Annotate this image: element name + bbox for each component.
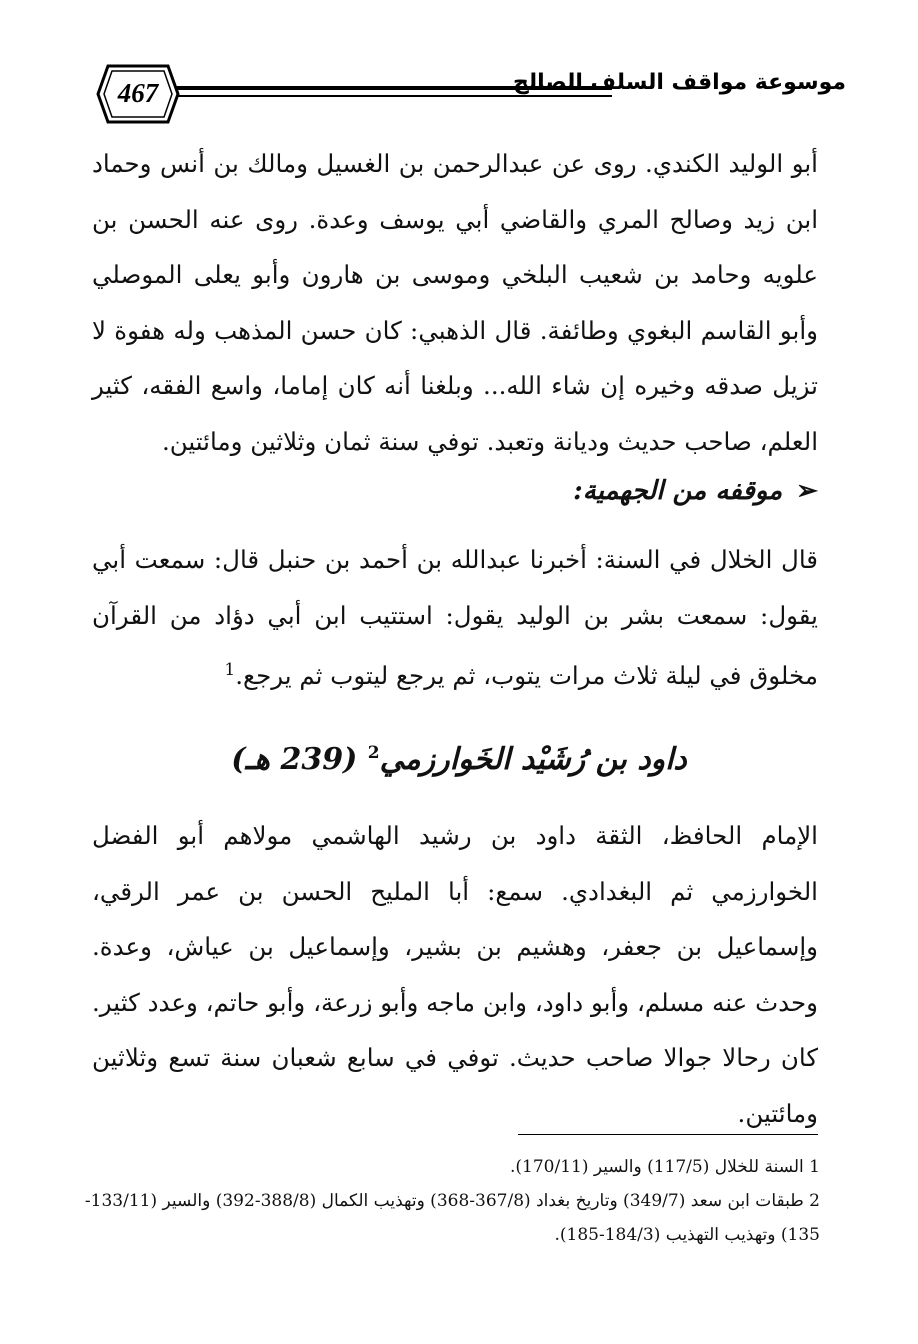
footnote-1: 1 السنة للخلال (117/5) والسير (170/11).	[510, 1157, 820, 1177]
subheading-text: موقفه من الجهمية:	[573, 476, 783, 506]
page-header	[96, 62, 846, 132]
page-number: 467	[117, 78, 159, 108]
footnotes	[80, 1150, 820, 1252]
footnote-ref-1: 1	[224, 660, 236, 680]
book-title: موسوعة مواقف السلف الصالح	[513, 70, 846, 95]
paragraph-position	[92, 532, 818, 704]
biography-heading	[200, 742, 718, 777]
biography-name: داود بن رُشَيْد الخَوارزمي	[379, 742, 687, 777]
arrow-bullet-icon: ➢	[796, 476, 818, 506]
section-subheading	[573, 476, 818, 506]
page-number-badge	[96, 62, 180, 126]
footnote-ref-2: 2	[367, 743, 380, 763]
paragraph-biography-end: أبو الوليد الكندي. روى عن عبدالرحمن بن الغسيل ومالك بن أنس وحماد ابن زيد وصالح المري والقاضي أبي يوسف وعدة. روى عنه الحسن بن علويه وحامد بن شعيب البلخي وموسى بن هارون وأبو يعلى الموصلي وأبو القاسم البغوي وطائفة. قال الذهبي: كان حسن المذهب وله هفوة لا تزيل صدقه وخيره إن شاء الله... وبلغنا أنه كان إماما، واسع الفقه، كثير العلم، صاحب حديث وديانة وتعبد. توفي سنة ثمان وثلاثين ومائتين.	[92, 149, 818, 456]
biography-date: (239 هـ)	[231, 742, 358, 777]
footnote-separator	[518, 1134, 818, 1135]
paragraph-biography: الإمام الحافظ، الثقة داود بن رشيد الهاشمي مولاهم أبو الفضل الخوارزمي ثم البغدادي. سمع: أبا المليح الحسن بن عمر الرقي، وإسماعيل بن جعفر، وهشيم بن بشير، وإسماعيل بن عياش، وعدة. وحدث عنه مسلم، وأبو داود، وابن ماجه وأبو زرعة، وأبو حاتم، وعدد كثير. كان رحالا جوالا صاحب حديث. توفي في سابع شعبان سنة تسع وثلاثين ومائتين.	[92, 821, 818, 1128]
paragraph-position-text: قال الخلال في السنة: أخبرنا عبدالله بن أحمد بن حنبل قال: سمعت أبي يقول: سمعت بشر بن الوليد يقول: استتيب ابن أبي دؤاد من القرآن مخلوق في ليلة ثلاث مرات يتوب، ثم يرجع ليتوب ثم يرجع.	[92, 545, 818, 691]
footnote-2: 2 طبقات ابن سعد (349/7) وتاريخ بغداد (367/8-368) وتهذيب الكمال (388/8-392) والسير (133/11-135) وتهذيب التهذيب (184/3-185).	[84, 1191, 820, 1245]
